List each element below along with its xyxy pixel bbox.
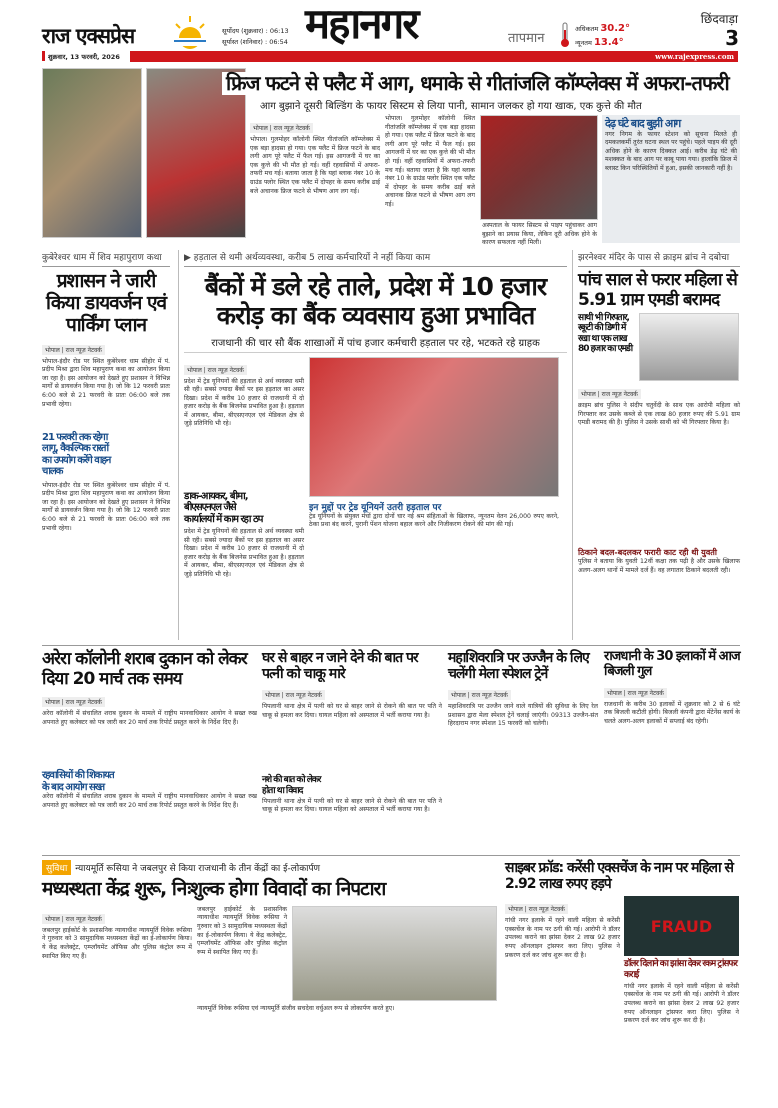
page-number: 3 xyxy=(725,26,738,50)
row3-box-1: रहवासियों की शिकायत के बाद आयोग सख्त xyxy=(42,770,114,793)
photo-caption: अस्पताल के फायर सिस्टम से पाइप पहुंचाकर आग बुझाने का प्रयास किया, लेकिन दूरी अधिक होने के कारण सफलता नहीं मिली। xyxy=(482,222,597,247)
accused-photo xyxy=(639,313,739,381)
right-sub-body: पुलिस ने बताया कि युवती 12वीं कक्षा तक पढ़ी है और उसके खिलाफ अलग-अलग थानों में मामले दर्ज हैं। वह लगातार ठिकाने बदलती रही। xyxy=(578,558,740,574)
byline: भोपाल | राज न्यूज़ नेटवर्क xyxy=(42,345,105,355)
fraud-image: FRAUD xyxy=(624,896,739,956)
bottom-right-body-2: गांधी नगर इलाके में रहने वाली महिला से करेंसी एक्सचेंज के नाम पर ठगी की गई। आरोपी ने डॉलर उपलब्ध कराने का झांसा देकर 2 लाख 92 हजार रुपए ऑनलाइन ट्रांसफर करा लिए। पुलिस ने प्रकरण दर्ज कर जांच शुरू कर दी है। xyxy=(624,982,739,1025)
row3-body-2b: पिपलानी थाना क्षेत्र में पत्नी को घर से बाहर जाने से रोकने की बात पर पति ने चाकू से हमला कर दिया। घायल महिला को अस्पताल में भर्ती कराया गया है। xyxy=(262,797,442,814)
sidebar-body: नगर निगम के फायर स्टेशन को सूचना मिलते ही दमकलकर्मी तुरंत घटना स्थल पर पहुंचे। पहले पाइप की दूरी अधिक होने के कारण दिक्कत आई। करीब डेढ़ घंटे की मशक्कत के बाद आग पर काबू पाया गया। हालांकि फ्रिज में ब्लास्ट किन परिस्थितियों में हुआ, इसकी जानकारी नहीं है। xyxy=(605,130,737,173)
bank-kicker: ▶ हड़ताल से थमी अर्थव्यवस्था, करीब 5 लाख कर्मचारियों ने नहीं किया काम xyxy=(184,250,567,267)
row3-body-4: राजधानी के करीब 30 इलाकों में शुक्रवार को 2 से 6 घंटे तक बिजली कटौती होगी। बिजली कंपनी द्वारा मेंटेनेंस कार्य के चलते अलग-अलग इलाकों में सप्लाई बंद रहेगी। xyxy=(604,700,740,726)
byline: भोपाल | राज न्यूज़ नेटवर्क xyxy=(184,365,247,375)
bottom-left-caption: न्यायमूर्ति विवेक रूसिया एवं न्यायमूर्ति संजीव सचदेवा वर्चुअल रूप से लोकार्पण करते हुए। xyxy=(197,1004,395,1012)
row3-body-3: महाशिवरात्रि पर उज्जैन जाने वाले यात्रियों की सुविधा के लिए रेल प्रशासन द्वारा मेला स्पेशल ट्रेनें चलाई जाएंगी। 09313 उज्जैन-संत हिरदाराम नगर स्पेशल 15 फरवरी को चलेगी। xyxy=(448,703,598,728)
right-subhead: ठिकाने बदल-बदलकर फरारी काट रही थी युवती xyxy=(578,548,717,558)
byline: भोपाल | राज न्यूज़ नेटवर्क xyxy=(448,690,511,700)
sunrise-time: सूर्योदय (शुक्रवार) : 06:13 xyxy=(222,27,289,35)
byline: भोपाल | राज न्यूज़ नेटवर्क xyxy=(42,914,105,924)
left-headline: प्रशासन ने जारी किया डायवर्जन एवं पार्किंग प्लान xyxy=(45,270,167,336)
website-link[interactable]: www.rajexpress.com xyxy=(655,52,734,61)
right-body: क्राइम ब्रांच पुलिस ने संदीप चतुर्वेदी के साथ एक आरोपी महिला को गिरफ्तार कर उसके कब्जे से एक लाख 80 हजार रुपए की 5.91 ग्राम एमडी बरामद की है। पुलिस ने उसके साथी को भी गिरफ्तार किया है। xyxy=(578,402,740,427)
bottom-right-box: डॉलर दिलाने का झांसा देकर रकम ट्रांसफर कराई xyxy=(624,959,737,980)
max-temp: 30.2° xyxy=(600,23,630,34)
min-temp: 13.4° xyxy=(593,37,624,48)
byline: भोपाल | राज न्यूज़ नेटवर्क xyxy=(42,697,105,707)
bottom-left-body: जबलपुर हाईकोर्ट के प्रशासनिक न्यायाधीश न्यायमूर्ति विवेक रूसिया ने गुरुवार को 3 सामुदायिक मध्यस्थता केंद्रों का ई-लोकार्पण किया। ये केंद्र कलेक्ट्रेट, एम्प्लॉयमेंट ऑफिस और पुलिस कंट्रोल रूम में स्थापित किए गए हैं। xyxy=(42,926,192,960)
row3-body-1b: अरेरा कॉलोनी में संचालित शराब दुकान के मामले में राष्ट्रीय मानवाधिकार आयोग ने सख्त रुख अपनाते हुए कलेक्टर को पत्र जारी कर 20 मार्च तक रिपोर्ट प्रस्तुत करने के निर्देश दिए हैं। xyxy=(42,793,257,809)
sunset-time: सूर्यास्त (शनिवार) : 06:54 xyxy=(222,38,288,46)
left-body: भोपाल-इंदौर रोड पर स्थित कुबेरेश्वर धाम सीहोर में पं. प्रदीप मिश्रा द्वारा शिव महापुराण कथा का आयोजन किया जा रहा है। इस आयोजन को देखते हुए प्रशासन ने विभिन्न मार्गों से डायवर्जन किया गया है। जो कि 12 फरवरी प्रातः 6:00 बजे से 21 फरवरी के प्रातः 06:00 बजे तक प्रभावी रहेगा। xyxy=(42,357,170,408)
row3-body-2: पिपलानी थाना क्षेत्र में पत्नी को घर से बाहर जाने से रोकने की बात पर पति ने चाकू से हमला कर दिया। घायल महिला को अस्पताल में भर्ती कराया गया है। xyxy=(262,703,442,719)
bottom-left-headline: मध्यस्थता केंद्र शुरू, निःशुल्क होगा विवादों का निपटारा xyxy=(42,878,386,900)
caption-body: ट्रेड यूनियनों के संयुक्त मंचों द्वारा दोनों चार नई श्रम संहिताओं के खिलाफ, न्यूनतम वेतन 26,000 रुपए करने, ठेका प्रथा बंद करने, पुरानी पेंशन योजना बहाल करने और निजीकरण रोकने की मांग की गई। xyxy=(309,512,559,529)
right-pull-quote: साथी भी गिरफ्तार, स्कूटी की डिग्गी में रखा था एक लाख 80 हजार का एमडी xyxy=(578,313,633,355)
bottom-right-headline: साइबर फ्रॉड: करेंसी एक्सचेंज के नाम पर महिला से 2.92 लाख रुपए हड़पे xyxy=(505,860,733,893)
top-subhead: आग बुझाने दूसरी बिल्डिंग के फायर सिस्टम से लिया पानी, सामान जलकर हो गया खाक, एक कुत्ते की मौत xyxy=(260,101,642,112)
row3-headline-4: राजधानी के 30 इलाकों में आज बिजली गुल xyxy=(604,649,740,679)
paper-logo: राज एक्सप्रेस xyxy=(42,24,135,48)
fire-truck-photo xyxy=(480,115,598,220)
left-kicker: कुबेरेश्वर धाम में शिव महापुराण कथा xyxy=(42,250,170,267)
ceremony-photo xyxy=(292,906,497,1001)
bank-body: प्रदेश में ट्रेड यूनियनों की हड़ताल से अर्थ व्यवस्था थमी सी रही। सबसे ज्यादा बैंकों पर इस हड़ताल का असर दिखा। प्रदेश में करीब 10 हजार से राजधानी में दो हजार करोड़ के बैंक बिजनेस प्रभावित हुआ है। हड़ताल में आयकर, बीमा, बीएसएनएल एवं मेडिकल क्षेत्र से जुड़े प्रतिनिधि भी रहे। xyxy=(184,377,304,428)
min-label: न्यूनतम xyxy=(575,39,592,47)
section-title: महानगर xyxy=(305,0,418,48)
bank-box: डाक-आयकर, बीमा, बीएसएनएल जैसे कार्यालयों में काम रहा ठप xyxy=(184,490,263,525)
city-name: छिंदवाड़ा xyxy=(700,12,738,26)
row3-headline-3: महाशिवरात्रि पर उज्जैन के लिए चलेंगी मेला स्पेशल ट्रेनें xyxy=(448,650,589,683)
edition-date: शुक्रवार, 13 फरवरी, 2026 xyxy=(48,53,120,61)
bottom-left-body-2: जबलपुर हाईकोर्ट के प्रशासनिक न्यायाधीश न्यायमूर्ति विवेक रूसिया ने गुरुवार को 3 सामुदायिक मध्यस्थता केंद्रों का ई-लोकार्पण किया। ये केंद्र कलेक्ट्रेट, एम्प्लॉयमेंट ऑफिस और पुलिस कंट्रोल रूम में स्थापित किए गए हैं। xyxy=(197,905,287,956)
top-body-1: भोपाल। गुलमोहर कॉलोनी स्थित गीतांजलि कॉम्प्लेक्स में एक बड़ा हादसा हो गया। एक फ्लैट में फ्रिज फटने के बाद लगी आग पूरे फ्लैट में फैल गई। इस आगजनी में घर का एक कुत्ते की भी मौत हो गई। वहीं रहवासियों में अफरा-तफरी मच गई। बताया जाता है कि यहां ब्लाक नंबर 10 के ग्राउंड फ्लोर स्थित एक फ्लैट में दोपहर के समय करीब ढाई बजे अचानक फ्रिज फटने से भीषण आग लग गई। xyxy=(250,136,380,195)
left-body-2: भोपाल-इंदौर रोड पर स्थित कुबेरेश्वर धाम सीहोर में पं. प्रदीप मिश्रा द्वारा शिव महापुराण कथा का आयोजन किया जा रहा है। इस आयोजन को देखते हुए प्रशासन ने विभिन्न मार्गों से डायवर्जन किया गया है। जो कि 12 फरवरी प्रातः 6:00 बजे से 21 फरवरी के प्रातः 06:00 बजे तक प्रभावी रहेगा। xyxy=(42,481,170,532)
sidebar-title: देढ़ घंटे बाद बुझी आग xyxy=(605,117,681,130)
bank-body-2: प्रदेश में ट्रेड यूनियनों की हड़ताल से अर्थ व्यवस्था थमी सी रही। सबसे ज्यादा बैंकों पर इस हड़ताल का असर दिखा। प्रदेश में करीब 10 हजार से राजधानी में दो हजार करोड़ के बैंक बिजनेस प्रभावित हुआ है। हड़ताल में आयकर, बीमा, बीएसएनएल एवं मेडिकल क्षेत्र से जुड़े प्रतिनिधि भी रहे। xyxy=(184,528,304,578)
byline: भोपाल | राज न्यूज़ नेटवर्क xyxy=(578,389,641,399)
protest-photo xyxy=(309,357,559,497)
temperature-label: तापमान xyxy=(508,31,545,46)
byline: भोपाल | राज न्यूज़ नेटवर्क xyxy=(505,904,568,914)
byline: भोपाल | राज न्यूज़ नेटवर्क xyxy=(250,123,313,133)
top-body-2: भोपाल। गुलमोहर कॉलोनी स्थित गीतांजलि कॉम्प्लेक्स में एक बड़ा हादसा हो गया। एक फ्लैट में फ्रिज फटने के बाद लगी आग पूरे फ्लैट में फैल गई। इस आगजनी में घर का एक कुत्ते की भी मौत हो गई। वहीं रहवासियों में अफरा-तफरी मच गई। बताया जाता है कि यहां ब्लाक नंबर 10 के ग्राउंड फ्लोर स्थित एक फ्लैट में दोपहर के समय करीब ढाई बजे अचानक फ्रिज फटने से भीषण आग लग गई। xyxy=(385,115,475,208)
fire-photo-1 xyxy=(42,68,142,238)
bank-subhead: राजधानी की चार सौ बैंक शाखाओं में पांच हजार कर्मचारी हड़ताल पर रहे, भटकते रहे ग्राहक xyxy=(184,335,567,353)
bottom-left-kicker: न्यायमूर्ति रूसिया ने जबलपुर से किया राजधानी के तीन केंद्रों का ई-लोकार्पण xyxy=(75,864,321,874)
bank-headline: बैंकों में डले रहे ताले, प्रदेश में 10 हजार करोड़ का बैंक व्यवसाय हुआ प्रभावित xyxy=(204,272,547,330)
section-tag: सुविधा xyxy=(42,860,71,875)
right-headline: पांच साल से फरार महिला से 5.91 ग्राम एमडी बरामद xyxy=(578,270,737,310)
byline: भोपाल | राज न्यूज़ नेटवर्क xyxy=(604,688,667,698)
sun-icon xyxy=(170,14,210,46)
thermometer-icon xyxy=(560,22,570,48)
byline: भोपाल | राज न्यूज़ नेटवर्क xyxy=(262,690,325,700)
bottom-right-body: गांधी नगर इलाके में रहने वाली महिला से करेंसी एक्सचेंज के नाम पर ठगी की गई। आरोपी ने डॉलर उपलब्ध कराने का झांसा देकर 2 लाख 92 हजार रुपए ऑनलाइन ट्रांसफर करा लिए। पुलिस ने प्रकरण दर्ज कर जांच शुरू कर दी है। xyxy=(505,917,620,959)
row3-headline-1: अरेरा कॉलोनी शराब दुकान को लेकर दिया 20 मार्च तक समय xyxy=(42,649,247,689)
row3-box-2: नशे की बात को लेकर होता था विवाद xyxy=(262,775,321,796)
left-box: 21 फरवरी तक रहेगा लागू, वैकल्पिक रास्तों का उपयोग करेंगे वाहन चालक xyxy=(42,431,111,478)
caption-title: इन मुद्दों पर ट्रेड यूनियनें उतरी हड़ताल पर xyxy=(309,502,442,513)
row3-body-1: अरेरा कॉलोनी में संचालित शराब दुकान के मामले में राष्ट्रीय मानवाधिकार आयोग ने सख्त रुख अपनाते हुए कलेक्टर को पत्र जारी कर 20 मार्च तक रिपोर्ट प्रस्तुत करने के निर्देश दिए हैं। xyxy=(42,710,257,726)
masthead-red-bar xyxy=(130,51,738,62)
top-headline: फ्रिज फटने से फ्लैट में आग, धमाके से गीतांजलि कॉम्प्लेक्स में अफरा-तफरी xyxy=(222,72,729,95)
max-label: अधिकतम xyxy=(575,25,599,33)
right-kicker: झरनेश्वर मंदिर के पास से क्राइम ब्रांच ने दबोचा xyxy=(578,250,740,267)
row3-headline-2: घर से बाहर न जाने देने की बात पर पत्नी को चाकू मारे xyxy=(262,650,418,683)
